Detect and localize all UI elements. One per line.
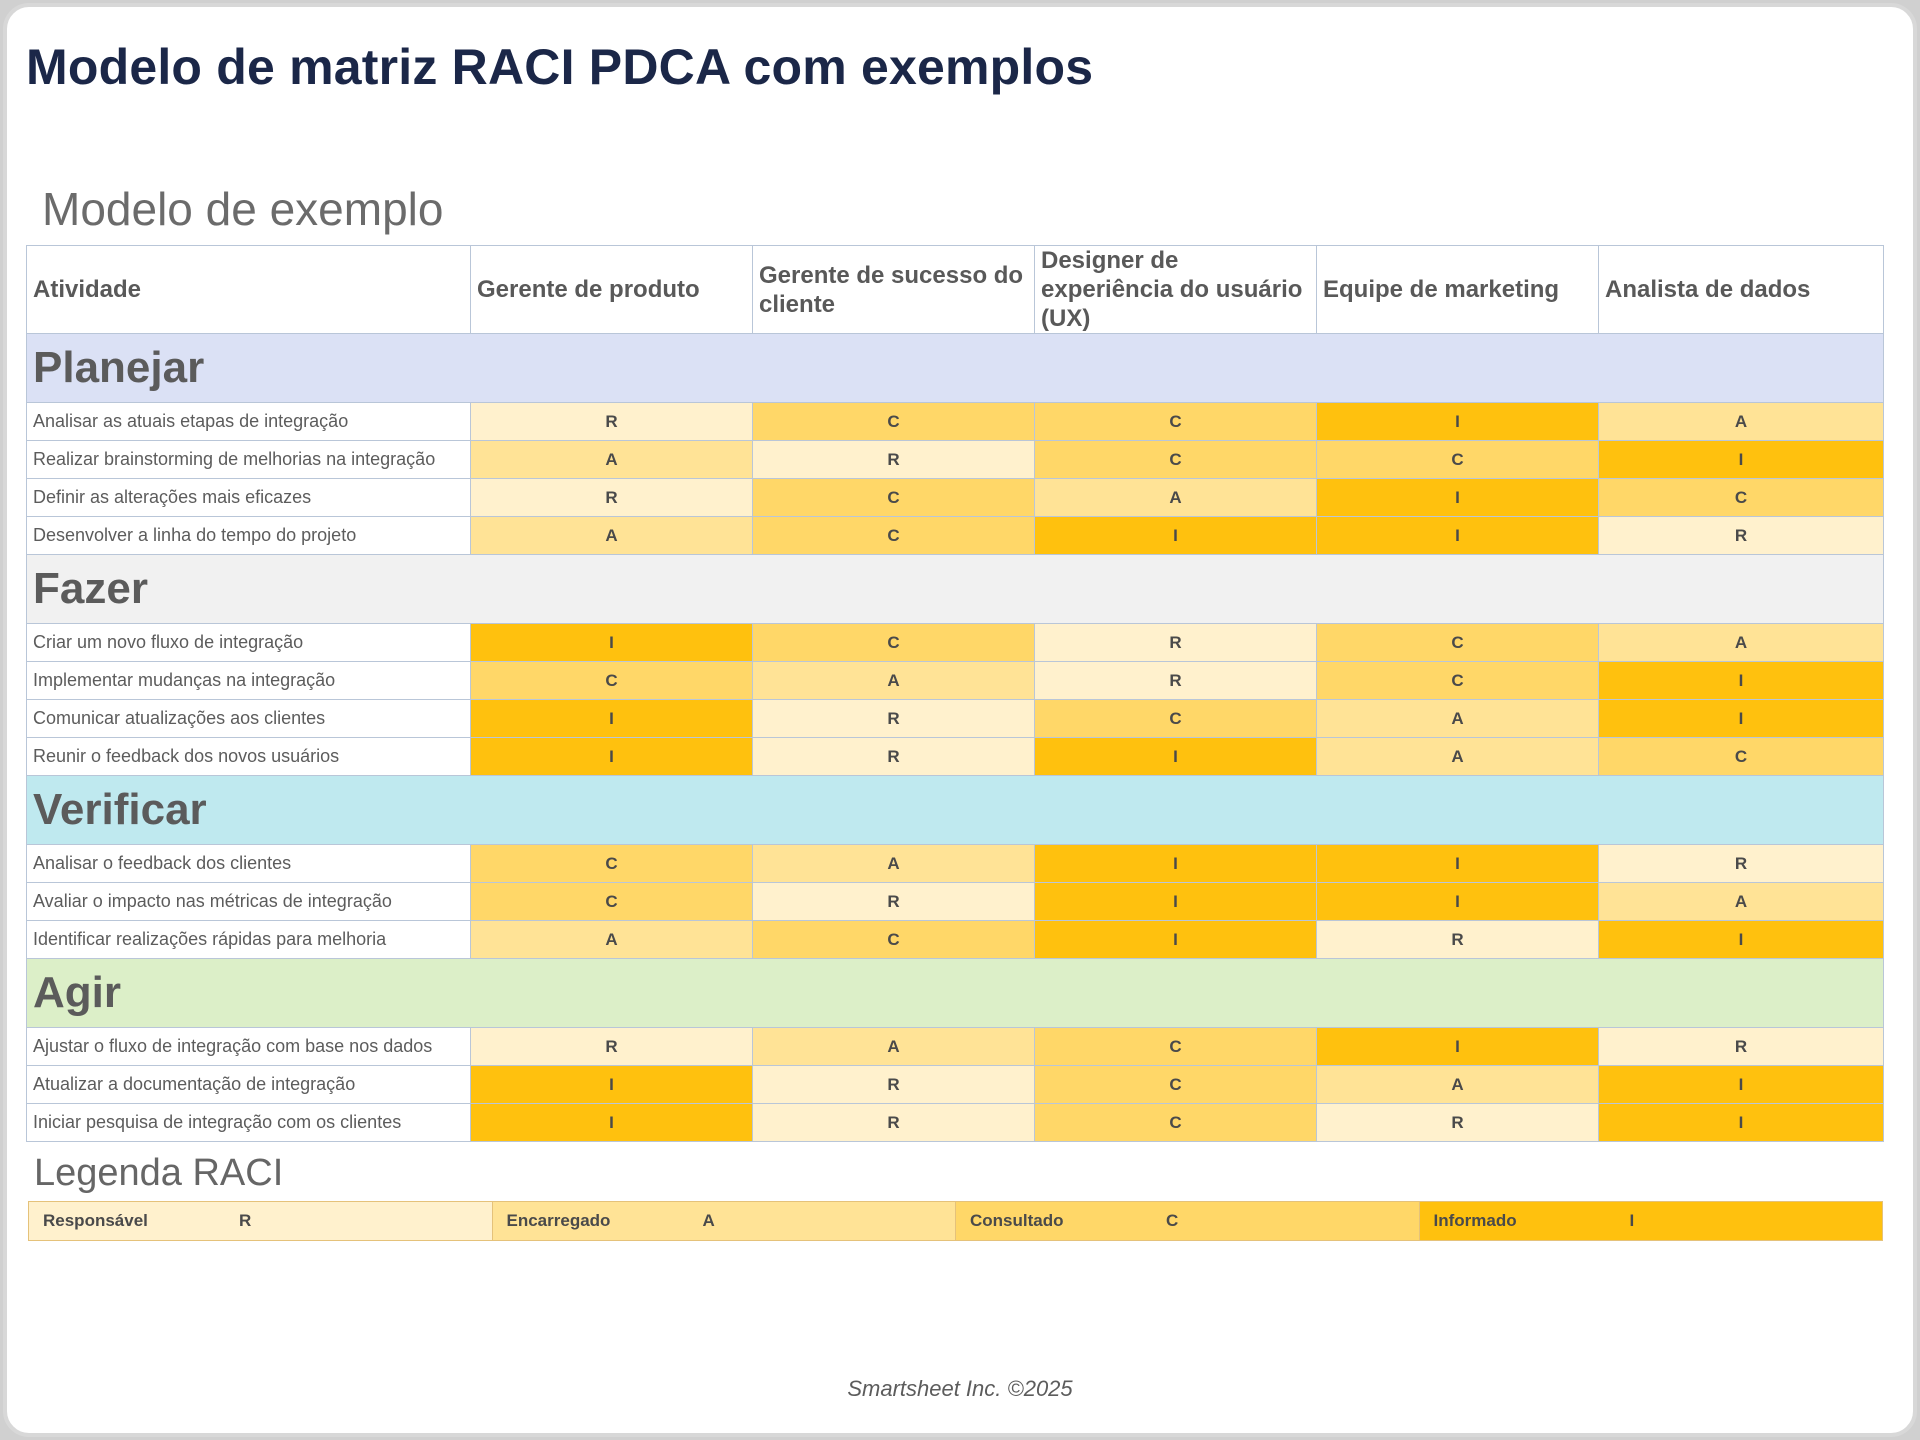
raci-code-cell: I xyxy=(1599,441,1884,479)
raci-code-cell: R xyxy=(471,479,753,517)
raci-code-cell: R xyxy=(1599,1028,1884,1066)
raci-code-cell: R xyxy=(1035,662,1317,700)
raci-code-cell: R xyxy=(753,738,1035,776)
raci-code-cell: I xyxy=(1599,921,1884,959)
table-row xyxy=(27,700,1884,738)
table-row xyxy=(27,403,1884,441)
raci-code-cell: A xyxy=(753,1028,1035,1066)
activity-cell: Ajustar o fluxo de integração com base nos dados xyxy=(27,1028,471,1066)
table-row xyxy=(27,662,1884,700)
table-row xyxy=(27,1028,1884,1066)
raci-code-cell: A xyxy=(753,845,1035,883)
raci-code-cell: I xyxy=(1317,403,1599,441)
activity-cell: Desenvolver a linha do tempo do projeto xyxy=(27,517,471,555)
legend-item xyxy=(492,1202,956,1240)
raci-code-cell: C xyxy=(1035,1028,1317,1066)
raci-code-cell: R xyxy=(753,1066,1035,1104)
raci-code-cell: C xyxy=(1035,700,1317,738)
table-row xyxy=(27,441,1884,479)
raci-code-cell: R xyxy=(753,441,1035,479)
legend-code: A xyxy=(702,1211,715,1230)
legend-label: Responsável xyxy=(43,1211,148,1230)
raci-code-cell: C xyxy=(1599,479,1884,517)
page-title: Modelo de matriz RACI PDCA com exemplos xyxy=(26,39,1094,95)
raci-code-cell: R xyxy=(1599,517,1884,555)
raci-code-cell: I xyxy=(1317,517,1599,555)
raci-code-cell: I xyxy=(1317,1028,1599,1066)
raci-code-cell: C xyxy=(1317,662,1599,700)
raci-code-cell: A xyxy=(1599,403,1884,441)
header-customer-success-manager: Gerente de sucesso do cliente xyxy=(753,246,1035,334)
raci-code-cell: C xyxy=(753,479,1035,517)
phase-row xyxy=(27,334,1884,403)
header-marketing-team: Equipe de marketing xyxy=(1317,246,1599,334)
legend-code: I xyxy=(1629,1211,1635,1230)
raci-code-cell: C xyxy=(1035,403,1317,441)
activity-cell: Comunicar atualizações aos clientes xyxy=(27,700,471,738)
legend-label: Informado xyxy=(1433,1211,1517,1230)
raci-code-cell: A xyxy=(753,662,1035,700)
raci-code-cell: I xyxy=(1035,517,1317,555)
table-row xyxy=(27,624,1884,662)
raci-code-cell: C xyxy=(1317,441,1599,479)
activity-cell: Implementar mudanças na integração xyxy=(27,662,471,700)
legend-item xyxy=(28,1202,492,1240)
table-row xyxy=(27,883,1884,921)
raci-code-cell: C xyxy=(1317,624,1599,662)
raci-code-cell: A xyxy=(471,517,753,555)
header-ux-designer: Designer de experiência do usuário (UX) xyxy=(1035,246,1317,334)
activity-cell: Analisar o feedback dos clientes xyxy=(27,845,471,883)
raci-code-cell: A xyxy=(1317,1066,1599,1104)
raci-matrix-table xyxy=(26,245,1884,1142)
raci-code-cell: I xyxy=(1035,845,1317,883)
table-row xyxy=(27,738,1884,776)
raci-code-cell: I xyxy=(471,738,753,776)
raci-code-cell: C xyxy=(1035,1104,1317,1142)
raci-code-cell: A xyxy=(1317,738,1599,776)
table-header-row xyxy=(27,246,1884,334)
raci-code-cell: A xyxy=(1035,479,1317,517)
raci-code-cell: C xyxy=(1035,1066,1317,1104)
raci-code-cell: I xyxy=(1317,479,1599,517)
phase-row xyxy=(27,776,1884,845)
raci-code-cell: R xyxy=(1317,921,1599,959)
raci-code-cell: R xyxy=(753,700,1035,738)
raci-code-cell: C xyxy=(753,517,1035,555)
raci-code-cell: I xyxy=(1035,883,1317,921)
raci-code-cell: R xyxy=(471,1028,753,1066)
raci-code-cell: A xyxy=(1599,624,1884,662)
matrix-body xyxy=(27,334,1884,1142)
activity-cell: Definir as alterações mais eficazes xyxy=(27,479,471,517)
activity-cell: Identificar realizações rápidas para melhoria xyxy=(27,921,471,959)
raci-code-cell: I xyxy=(1599,1104,1884,1142)
raci-code-cell: C xyxy=(1599,738,1884,776)
phase-row xyxy=(27,959,1884,1028)
raci-code-cell: I xyxy=(471,624,753,662)
raci-code-cell: R xyxy=(471,403,753,441)
raci-code-cell: I xyxy=(1599,1066,1884,1104)
raci-code-cell: I xyxy=(471,1104,753,1142)
raci-code-cell: R xyxy=(1035,624,1317,662)
raci-code-cell: A xyxy=(1317,700,1599,738)
table-row xyxy=(27,1066,1884,1104)
activity-cell: Realizar brainstorming de melhorias na integração xyxy=(27,441,471,479)
header-product-manager: Gerente de produto xyxy=(471,246,753,334)
raci-code-cell: R xyxy=(753,1104,1035,1142)
raci-code-cell: I xyxy=(471,700,753,738)
header-activity: Atividade xyxy=(27,246,471,334)
raci-code-cell: A xyxy=(471,441,753,479)
phase-heading: Fazer xyxy=(27,555,1884,624)
raci-code-cell: C xyxy=(471,883,753,921)
raci-code-cell: I xyxy=(1317,883,1599,921)
legend-label: Encarregado xyxy=(506,1211,611,1230)
table-row xyxy=(27,845,1884,883)
raci-legend xyxy=(28,1201,1883,1241)
phase-heading: Planejar xyxy=(27,334,1884,403)
raci-code-cell: C xyxy=(471,662,753,700)
raci-code-cell: C xyxy=(471,845,753,883)
table-row xyxy=(27,517,1884,555)
table-row xyxy=(27,921,1884,959)
activity-cell: Iniciar pesquisa de integração com os clientes xyxy=(27,1104,471,1142)
phase-heading: Agir xyxy=(27,959,1884,1028)
raci-code-cell: R xyxy=(753,883,1035,921)
raci-code-cell: R xyxy=(1599,845,1884,883)
raci-code-cell: I xyxy=(1317,845,1599,883)
raci-code-cell: C xyxy=(753,403,1035,441)
footer-copyright: Smartsheet Inc. ©2025 xyxy=(847,1376,1073,1401)
raci-code-cell: C xyxy=(753,921,1035,959)
section-subtitle: Modelo de exemplo xyxy=(42,183,444,235)
raci-code-cell: I xyxy=(1599,700,1884,738)
legend-code: R xyxy=(239,1211,252,1230)
raci-code-cell: C xyxy=(753,624,1035,662)
activity-cell: Reunir o feedback dos novos usuários xyxy=(27,738,471,776)
legend-item xyxy=(1419,1202,1884,1240)
raci-code-cell: A xyxy=(1599,883,1884,921)
activity-cell: Atualizar a documentação de integração xyxy=(27,1066,471,1104)
raci-code-cell: I xyxy=(1035,738,1317,776)
raci-code-cell: I xyxy=(471,1066,753,1104)
legend-code: C xyxy=(1166,1211,1179,1230)
phase-heading: Verificar xyxy=(27,776,1884,845)
raci-code-cell: A xyxy=(471,921,753,959)
legend-item xyxy=(955,1202,1419,1240)
raci-code-cell: C xyxy=(1035,441,1317,479)
raci-code-cell: I xyxy=(1035,921,1317,959)
legend-title: Legenda RACI xyxy=(34,1152,284,1194)
legend-label: Consultado xyxy=(970,1211,1064,1230)
activity-cell: Avaliar o impacto nas métricas de integração xyxy=(27,883,471,921)
table-row xyxy=(27,1104,1884,1142)
activity-cell: Analisar as atuais etapas de integração xyxy=(27,403,471,441)
raci-code-cell: I xyxy=(1599,662,1884,700)
raci-code-cell: R xyxy=(1317,1104,1599,1142)
header-data-analyst: Analista de dados xyxy=(1599,246,1884,334)
phase-row xyxy=(27,555,1884,624)
table-row xyxy=(27,479,1884,517)
activity-cell: Criar um novo fluxo de integração xyxy=(27,624,471,662)
